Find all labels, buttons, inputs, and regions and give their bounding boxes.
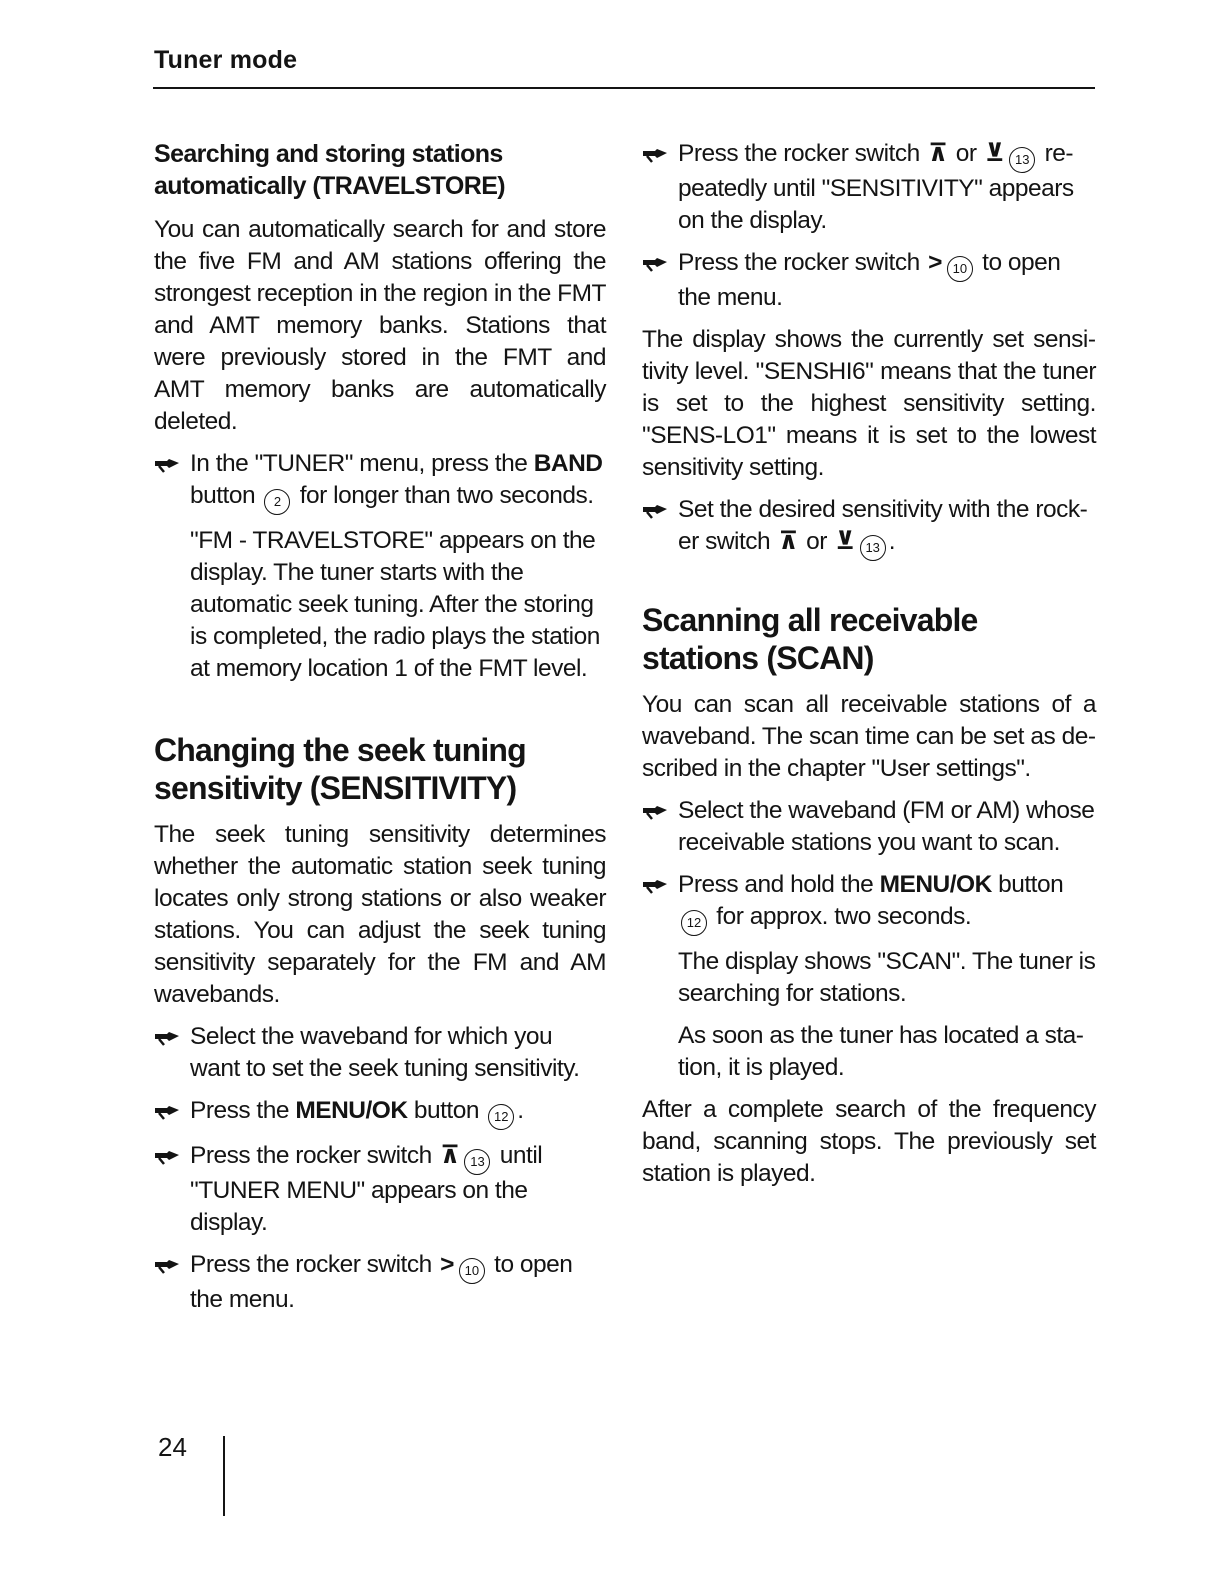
scan-display-note: The display shows "SCAN". The tuner is searching for stations. [678, 948, 1096, 1007]
running-header: Tuner mode [154, 46, 298, 74]
section-heading-sensitivity: Changing the seek tuning sensitivity (SENSITIVITY) [154, 732, 526, 806]
header-rule [153, 87, 1095, 89]
menu-ok-button-label: MENU/OK [879, 871, 992, 898]
travelstore-result: "FM - TRAVELSTORE" appears on the display. The tuner starts with the automatic seek tuning. After the storing is completed, the radio plays the station at memory location 1 of the FMT level. [190, 527, 600, 682]
pointing-hand-icon [642, 800, 668, 822]
step-item: Select the waveband for which you want to set the seek tuning sensitivity. [154, 1021, 606, 1085]
callout-number: 13 [1009, 147, 1035, 173]
step-item: Select the waveband (FM or AM) whose receivable stations you want to scan. [642, 795, 1096, 859]
pointing-hand-icon [154, 1026, 180, 1048]
pointing-hand-icon [154, 453, 180, 475]
callout-number: 13 [860, 535, 886, 561]
scan-complete-info: After a complete search of the frequency band, scanning stops. The previously set station is played. [642, 1096, 1096, 1187]
sensitivity-display-info: The display shows the currently set sensitivity level. "SENSHI6" means that the tuner is set to the highest sensitivity setting. "SENS-LO1" means it is set to the lowest sensitivity setting. [642, 326, 1096, 481]
pointing-hand-icon [154, 1100, 180, 1122]
step-item: Press the rocker switch > 10 to open the menu. [154, 1249, 606, 1316]
step-item: In the "TUNER" menu, press the BAND button 2 for longer than two seconds. [154, 448, 606, 515]
scan-located-note: As soon as the tuner has located a station, it is played. [678, 1022, 1084, 1081]
rocker-up-icon: ⊼ [440, 1142, 460, 1169]
rocker-up-icon: ⊼ [778, 528, 798, 555]
right-column [642, 138, 1096, 1200]
step-item: Press the rocker switch ⊼ or ⊻ 13 repeatedly until "SENSITIVITY" appears on the display. [642, 138, 1096, 237]
rocker-down-icon: ⊻ [835, 528, 855, 555]
rocker-right-icon: > [440, 1251, 454, 1278]
travelstore-intro: You can automatically search for and store the five FM and AM stations offering the strongest reception in the region in the FMT and AMT memory banks. Stations that were previously stored in the FMT and AMT memory banks are automatically deleted. [154, 216, 606, 435]
callout-number: 13 [464, 1149, 490, 1175]
sensitivity-intro: The seek tuning sensitivity determines whether the automatic station seek tuning locates only strong stations or also weaker stations. You can adjust the seek tuning sensitivity separately for the FM and AM wavebands. [154, 821, 606, 1008]
pointing-hand-icon [154, 1145, 180, 1167]
pointing-hand-icon [642, 499, 668, 521]
section-heading-scan: Scanning all receivable stations (SCAN) [642, 602, 978, 676]
step-item: Press and hold the MENU/OK button 12 for approx. two seconds. [642, 869, 1096, 936]
band-button-label: BAND [533, 450, 603, 477]
page-number-bar [223, 1436, 225, 1516]
step-item: Press the rocker switch ⊼ 13 until "TUNER MENU" appears on the display. [154, 1140, 606, 1239]
callout-number: 12 [681, 910, 707, 936]
pointing-hand-icon [154, 1254, 180, 1276]
step-item: Press the MENU/OK button 12 . [154, 1095, 606, 1130]
callout-number: 10 [459, 1258, 485, 1284]
left-column [154, 138, 606, 1326]
rocker-right-icon: > [928, 249, 942, 276]
step-item: Press the rocker switch > 10 to open the menu. [642, 247, 1096, 314]
callout-number: 12 [488, 1104, 514, 1130]
pointing-hand-icon [642, 252, 668, 274]
pointing-hand-icon [642, 874, 668, 896]
pointing-hand-icon [642, 143, 668, 165]
menu-ok-button-label: MENU/OK [295, 1097, 408, 1124]
page-number: 24 [158, 1432, 187, 1462]
callout-number: 10 [947, 256, 973, 282]
rocker-up-icon: ⊼ [928, 140, 948, 167]
section-heading-travelstore: Searching and storing stations automatically (TRAVELSTORE) [154, 140, 505, 200]
rocker-down-icon: ⊻ [984, 140, 1005, 167]
scan-intro: You can scan all receivable stations of a waveband. The scan time can be set as described in the chapter "User settings". [642, 691, 1096, 782]
callout-number: 2 [264, 489, 290, 515]
step-item: Set the desired sensitivity with the rocker switch ⊼ or ⊻ 13 . [642, 494, 1096, 561]
